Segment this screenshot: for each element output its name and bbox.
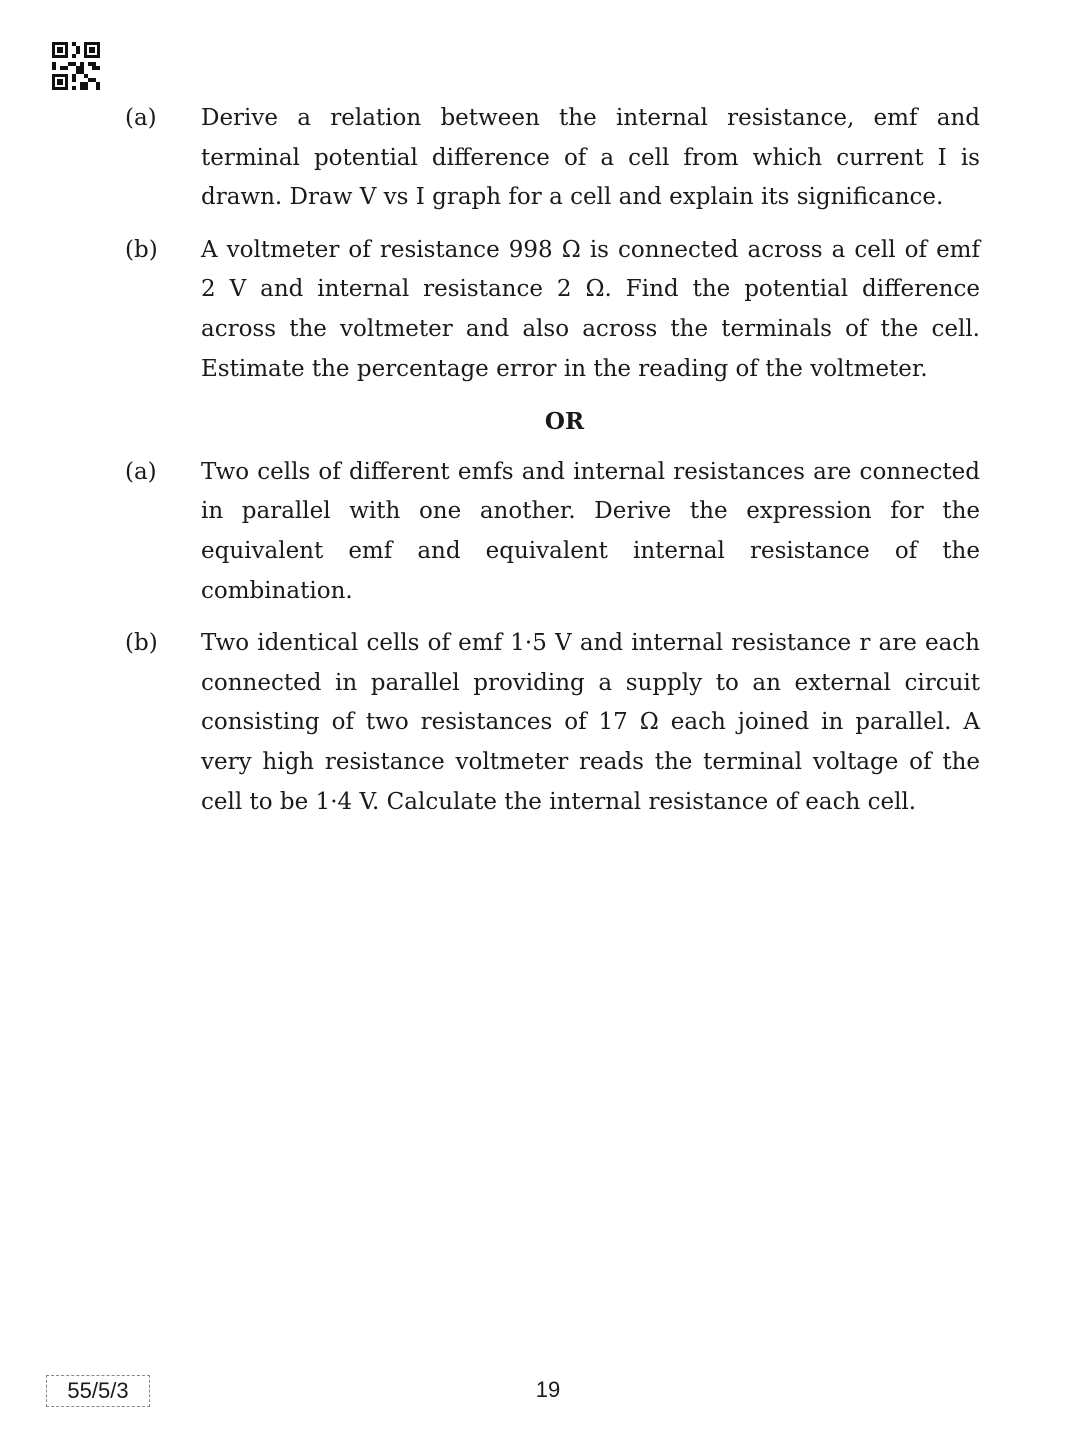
question-label: (a): [125, 458, 157, 485]
alt-question-part-a: [125, 453, 980, 611]
question-content: [125, 99, 980, 835]
question-text: Derive a relation between the internal resistance, emf and terminal potential difference of a cell from which current I is drawn. Draw V vs I graph for a cell and explain its significance.: [201, 105, 980, 211]
question-label: (b): [125, 236, 158, 263]
question-text: A voltmeter of resistance 998 Ω is connected across a cell of emf 2 V and internal resistance 2 Ω. Find the potential difference across the voltmeter and also across the terminals of the cell. Estimate the percentage error in the reading of the voltmeter.: [201, 236, 980, 382]
alt-question-part-b: [125, 624, 980, 822]
question-part-b: [125, 231, 980, 389]
question-part-a: [125, 99, 980, 218]
question-text: Two cells of different emfs and internal resistances are connected in parallel with one another. Derive the expression for the equivalent emf and equivalent internal resistance of the combination.: [201, 458, 980, 604]
qr-code-icon: [52, 42, 100, 90]
paper-code: 55/5/3: [67, 1378, 129, 1403]
or-separator: OR: [544, 408, 585, 436]
paper-code-box: [46, 1375, 150, 1407]
question-label: (a): [125, 105, 157, 131]
question-text: Two identical cells of emf 1·5 V and internal resistance r are each connected in parallel providing a supply to an external circuit consisting of two resistances of 17 Ω each joined in parallel. A very high resistance voltmeter reads the terminal voltage of the cell to be 1·4 V. Calculate the internal resistance of each cell.: [201, 630, 980, 815]
question-label: (b): [125, 630, 158, 657]
page-number: 19: [535, 1377, 561, 1402]
